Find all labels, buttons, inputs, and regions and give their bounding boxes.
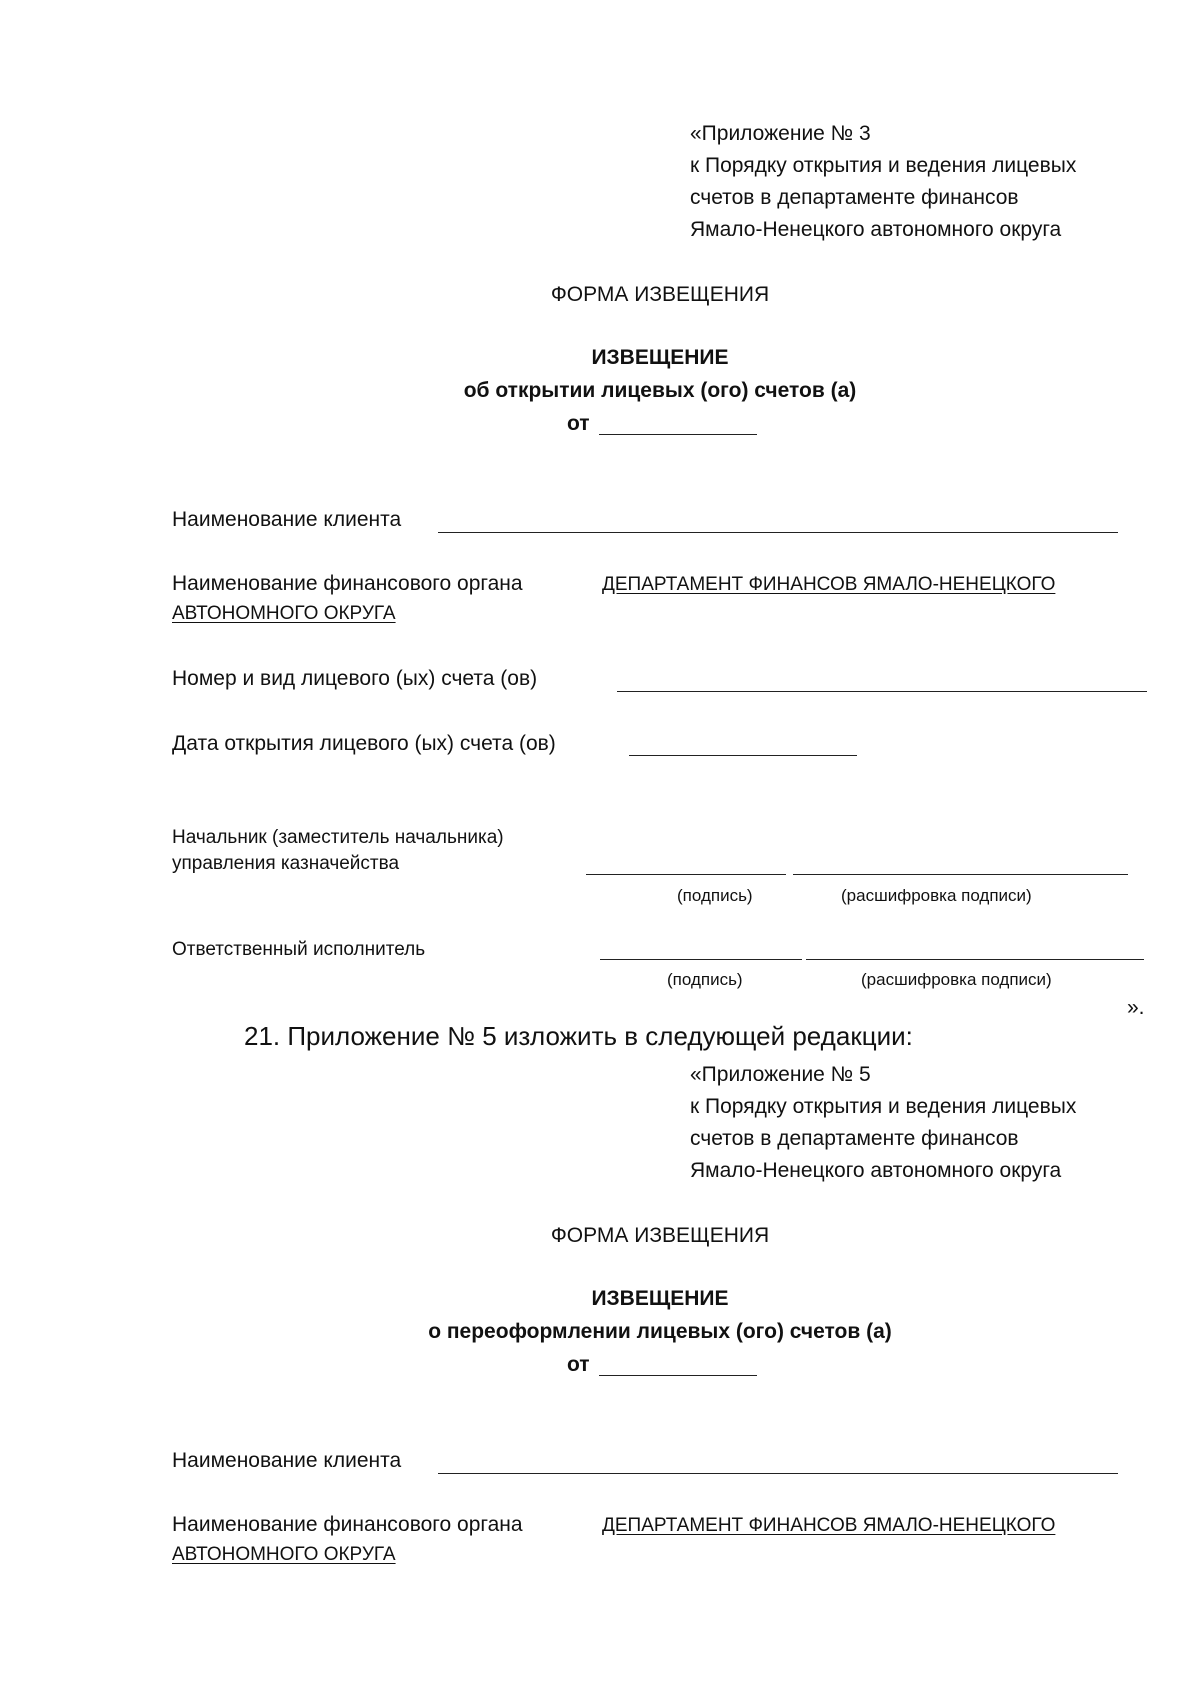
form-2-finance-body-label: Наименование финансового органа: [172, 1513, 523, 1536]
appendix-3-header: [690, 118, 1076, 246]
form-1-client-line: [438, 532, 1118, 533]
form-1-finance-body-value-1: ДЕПАРТАМЕНТ ФИНАНСОВ ЯМАЛО-НЕНЕЦКОГО: [602, 574, 1056, 595]
form-2-finance-body-value-2: АВТОНОМНОГО ОКРУГА: [172, 1544, 396, 1565]
form-2-client-label: Наименование клиента: [172, 1449, 402, 1472]
form-1-finance-body-label: Наименование финансового органа: [172, 572, 523, 595]
form-1-account-number-label: Номер и вид лицевого (ых) счета (ов): [172, 667, 538, 690]
appendix-3-line-1: «Приложение № 3: [690, 122, 871, 145]
form-1-chief-decoding-line: [793, 874, 1128, 875]
closing-quote: ».: [1127, 996, 1145, 1019]
form-1-chief-label-1: Начальник (заместитель начальника): [172, 827, 504, 848]
form-1-chief-label-2: управления казначейства: [172, 853, 400, 874]
form-1-from-label: от: [567, 412, 590, 435]
appendix-3-line-3: счетов в департаменте финансов: [690, 186, 1019, 209]
form-1-client-label: Наименование клиента: [172, 508, 402, 531]
form-1-chief-signature-line: [586, 874, 786, 875]
form-2-client-line: [438, 1473, 1118, 1474]
form-1-chief-signature-caption: (подпись): [677, 886, 753, 905]
form-1-executor-decoding-line: [806, 959, 1144, 960]
form-1-subheading: об открытии лицевых (ого) счетов (а): [463, 379, 857, 402]
form-1-executor-signature-line: [600, 959, 802, 960]
appendix-5-line-1: «Приложение № 5: [690, 1063, 871, 1086]
appendix-3-line-4: Ямало-Ненецкого автономного округа: [690, 218, 1062, 241]
form-1-executor-label: Ответственный исполнитель: [172, 939, 426, 960]
appendix-5-line-3: счетов в департаменте финансов: [690, 1127, 1019, 1150]
form-1-finance-body-value-2: АВТОНОМНОГО ОКРУГА: [172, 603, 396, 624]
form-2-heading: ИЗВЕЩЕНИЕ: [591, 1287, 729, 1310]
form-1-executor-decoding-caption: (расшифровка подписи): [861, 970, 1052, 989]
appendix-5-line-4: Ямало-Ненецкого автономного округа: [690, 1159, 1062, 1182]
form-1-executor-signature-caption: (подпись): [667, 970, 743, 989]
form-2-from-label: от: [567, 1353, 590, 1376]
item-21-text: 21. Приложение № 5 изложить в следующей редакции:: [244, 1021, 913, 1051]
appendix-5-line-2: к Порядку открытия и ведения лицевых: [690, 1095, 1077, 1118]
form-2-date-line: [599, 1375, 757, 1376]
form-1-date-line: [599, 434, 757, 435]
form-2-label: ФОРМА ИЗВЕЩЕНИЯ: [550, 1224, 770, 1247]
appendix-3-line-2: к Порядку открытия и ведения лицевых: [690, 154, 1077, 177]
form-1-chief-decoding-caption: (расшифровка подписи): [841, 886, 1032, 905]
form-2-finance-body-value-1: ДЕПАРТАМЕНТ ФИНАНСОВ ЯМАЛО-НЕНЕЦКОГО: [602, 1515, 1056, 1536]
form-1-account-number-line: [617, 691, 1147, 692]
form-1-heading: ИЗВЕЩЕНИЕ: [591, 346, 729, 369]
form-1-label: ФОРМА ИЗВЕЩЕНИЯ: [550, 283, 770, 306]
form-1-open-date-label: Дата открытия лицевого (ых) счета (ов): [172, 732, 556, 755]
form-1-open-date-line: [629, 755, 857, 756]
appendix-5-header: [690, 1059, 1076, 1187]
form-2-subheading: о переоформлении лицевых (ого) счетов (а): [428, 1320, 892, 1343]
